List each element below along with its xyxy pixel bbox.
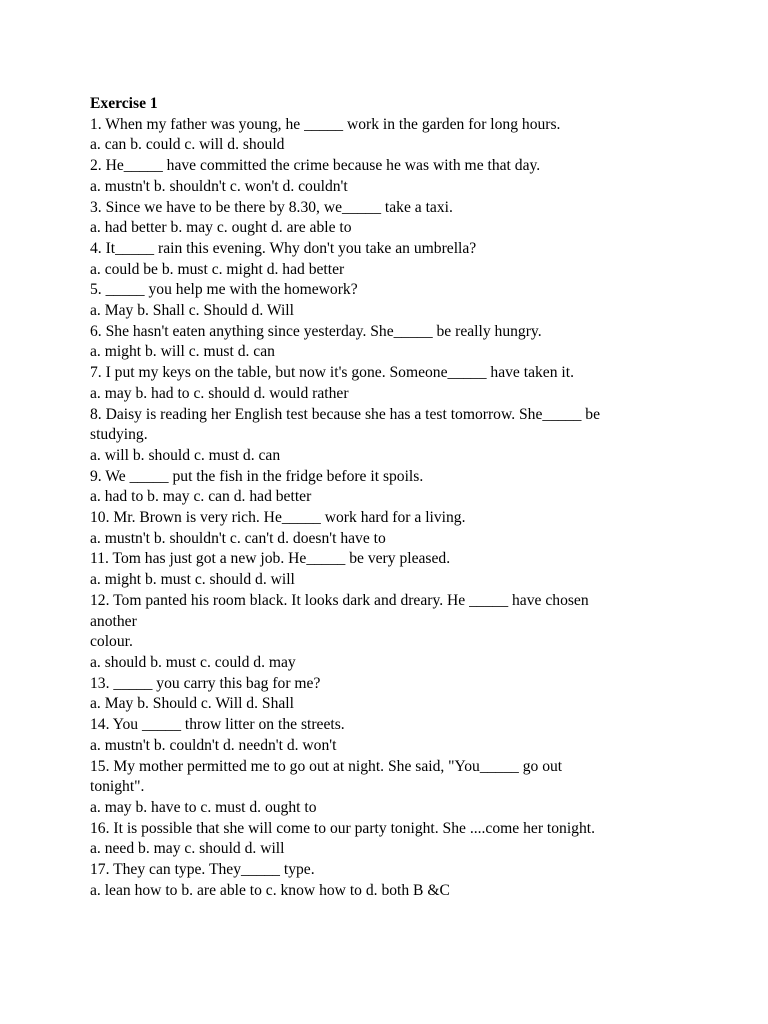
exercise-title: Exercise 1 — [90, 95, 158, 112]
exercise-line: a. may b. have to c. must d. ought to — [90, 798, 317, 816]
exercise-line: a. mustn't b. couldn't d. needn't d. won't — [90, 736, 337, 754]
exercise-line: 9. We _____ put the fish in the fridge before it spoils. — [90, 467, 424, 485]
exercise-line: 12. Tom panted his room black. It looks dark and dreary. He _____ have chosen — [90, 591, 589, 609]
exercise-line: a. might b. will c. must d. can — [90, 343, 275, 361]
exercise-line: a. can b. could c. will d. should — [90, 136, 285, 154]
exercise-line: a. May b. Should c. Will d. Shall — [90, 695, 294, 713]
exercise-line: 16. It is possible that she will come to our party tonight. She ....come her tonight. — [90, 819, 595, 837]
exercise-line: a. had better b. may c. ought d. are able to — [90, 219, 352, 237]
exercise-line: 17. They can type. They_____ type. — [90, 861, 315, 879]
exercise-line: another — [90, 612, 137, 630]
exercise-line: 11. Tom has just got a new job. He_____ be very pleased. — [90, 550, 451, 568]
exercise-line: a. could be b. must c. might d. had better — [90, 260, 345, 278]
exercise-line: a. will b. should c. must d. can — [90, 446, 281, 464]
exercise-line: 1. When my father was young, he _____ work in the garden for long hours. — [90, 115, 561, 133]
exercise-line: a. lean how to b. are able to c. know how to d. both B &C — [90, 881, 450, 899]
exercise-line: 8. Daisy is reading her English test because she has a test tomorrow. She_____ be — [90, 405, 601, 423]
exercise-line: a. may b. had to c. should d. would rather — [90, 384, 349, 402]
exercise-line: a. need b. may c. should d. will — [90, 840, 285, 858]
exercise-line: a. should b. must c. could d. may — [90, 653, 296, 671]
exercise-lines — [90, 115, 690, 902]
exercise-line: 2. He_____ have committed the crime because he was with me that day. — [90, 157, 541, 175]
exercise-line: a. May b. Shall c. Should d. Will — [90, 302, 294, 320]
exercise-line: 15. My mother permitted me to go out at night. She said, "You_____ go out — [90, 757, 563, 775]
exercise-line: 10. Mr. Brown is very rich. He_____ work hard for a living. — [90, 509, 466, 527]
exercise-line: 14. You _____ throw litter on the streets. — [90, 716, 345, 734]
exercise-line: 6. She hasn't eaten anything since yesterday. She_____ be really hungry. — [90, 322, 542, 340]
exercise-document — [90, 94, 690, 901]
exercise-line: 5. _____ you help me with the homework? — [90, 281, 358, 299]
exercise-line: a. mustn't b. shouldn't c. can't d. doesn't have to — [90, 529, 386, 547]
exercise-line: a. had to b. may c. can d. had better — [90, 488, 312, 506]
exercise-line: 4. It_____ rain this evening. Why don't you take an umbrella? — [90, 239, 477, 257]
exercise-line: 3. Since we have to be there by 8.30, we_____ take a taxi. — [90, 198, 453, 216]
exercise-line: a. mustn't b. shouldn't c. won't d. couldn't — [90, 177, 348, 195]
exercise-line: a. might b. must c. should d. will — [90, 571, 295, 589]
exercise-line: tonight". — [90, 778, 145, 796]
exercise-line: colour. — [90, 633, 133, 651]
exercise-line: studying. — [90, 426, 148, 444]
exercise-line: 7. I put my keys on the table, but now it's gone. Someone_____ have taken it. — [90, 364, 574, 382]
exercise-line: 13. _____ you carry this bag for me? — [90, 674, 321, 692]
